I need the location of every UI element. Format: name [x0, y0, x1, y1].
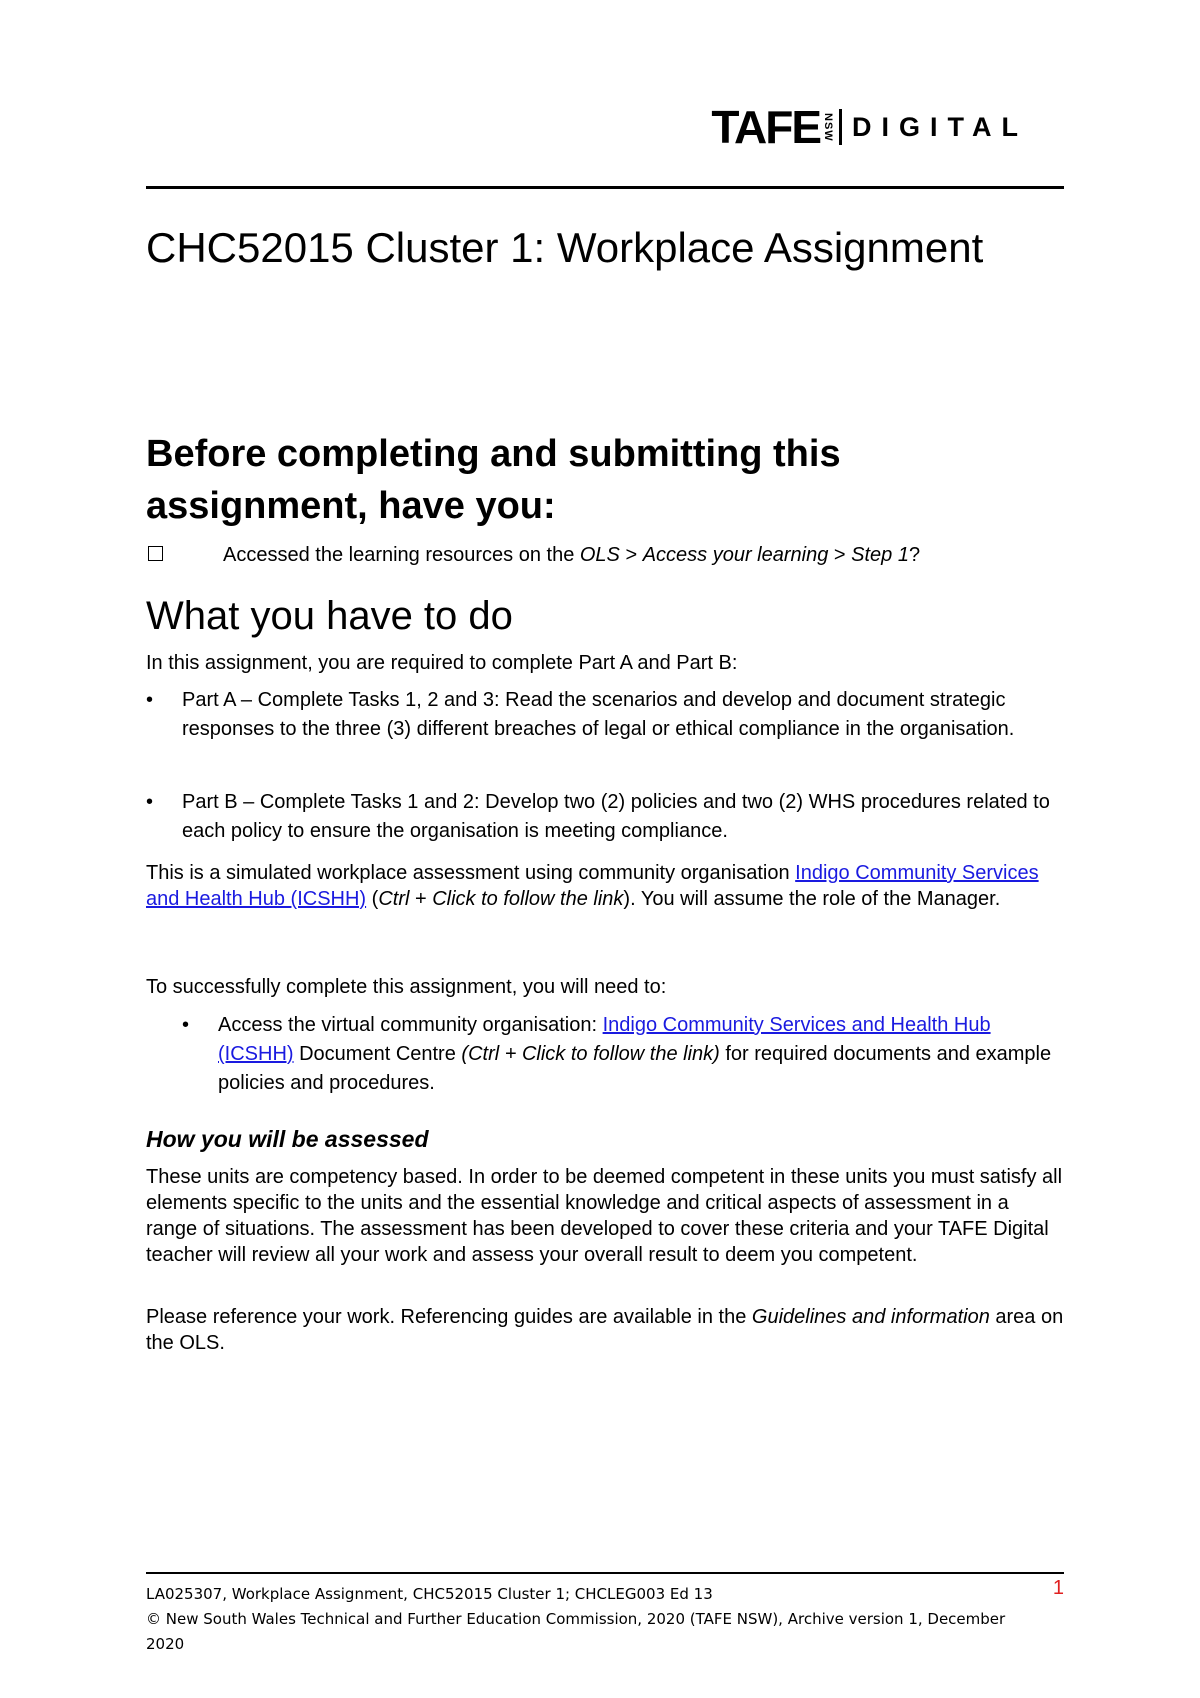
- to-complete-text: To successfully complete this assignment, you will need to:: [146, 976, 667, 998]
- tafe-digital-logo: [711, 101, 1028, 153]
- checklist-item: Accessed the learning resources on the OLS > Access your learning > Step 1?: [146, 542, 920, 568]
- assess-paragraph: These units are competency based. In order to be deemed competent in these units you must satisfy all elements specific to the units and the essential knowledge and critical aspects of assessment in a range of situations. The assessment has been developed to cover these criteria and your TAFE Digital teacher will review all your work and assess your overall result to deem you competent.: [146, 1166, 1063, 1266]
- checkbox-icon[interactable]: [148, 546, 163, 561]
- footer-rule: [146, 1572, 1064, 1574]
- document-title: CHC52015 Cluster 1: Workplace Assignment: [146, 224, 984, 271]
- bullet-icon: •: [146, 791, 154, 813]
- before-heading: Before completing and submitting this assignment, have you:: [146, 433, 841, 527]
- what-heading: What you have to do: [146, 594, 513, 638]
- assess-heading: How you will be assessed: [146, 1126, 429, 1152]
- list-item: [146, 788, 1064, 846]
- bullet-icon: •: [146, 689, 154, 711]
- logo-nsw-text: NSW: [822, 112, 835, 142]
- page-number: 1: [1052, 1577, 1064, 1599]
- footer-line-2: © New South Wales Technical and Further Education Commission, 2020 (TAFE NSW), Archive version 1, December 2020: [146, 1610, 1006, 1653]
- part-a-text: Part A – Complete Tasks 1, 2 and 3: Read the scenarios and develop and document strategic responses to the three (3) different breaches of legal or ethical compliance in the organisation.: [182, 689, 1015, 740]
- footer: [146, 1582, 1064, 1657]
- logo-tafe-text: TAFE: [711, 101, 821, 153]
- part-b-text: Part B – Complete Tasks 1 and 2: Develop two (2) policies and two (2) WHS procedures related to each policy to ensure the organisation is meeting compliance.: [182, 791, 1050, 842]
- icshh-link[interactable]: Indigo Community Services and Health Hub (ICSHH): [146, 862, 1039, 910]
- reference-paragraph: Please reference your work. Referencing guides are available in the Guidelines and information area on the OLS.: [146, 1306, 1064, 1354]
- list-item: [146, 686, 1064, 744]
- bullet-icon: •: [182, 1014, 190, 1036]
- simulated-paragraph: This is a simulated workplace assessment using community organisation Indigo Community Services and Health Hub (ICSHH) (Ctrl + Click to follow the link). You will assume the role of the Manager.: [146, 862, 1039, 910]
- icshh-document-centre-link[interactable]: Indigo Community Services and Health Hub (ICSHH): [218, 1014, 991, 1065]
- list-item: [182, 1011, 1064, 1098]
- header-rule: [146, 186, 1064, 189]
- footer-line-1: LA025307, Workplace Assignment, CHC52015 Cluster 1; CHCLEG003 Ed 13: [146, 1585, 713, 1603]
- logo-divider: [839, 109, 842, 145]
- logo-digital-text: DIGITAL: [852, 111, 1028, 142]
- intro-text: In this assignment, you are required to complete Part A and Part B:: [146, 652, 738, 674]
- access-item-text: Access the virtual community organisation: Indigo Community Services and Health Hub (ICSHH) Document Centre (Ctrl + Click to follow the link) for required documents and example policies and procedures.: [218, 1014, 1052, 1094]
